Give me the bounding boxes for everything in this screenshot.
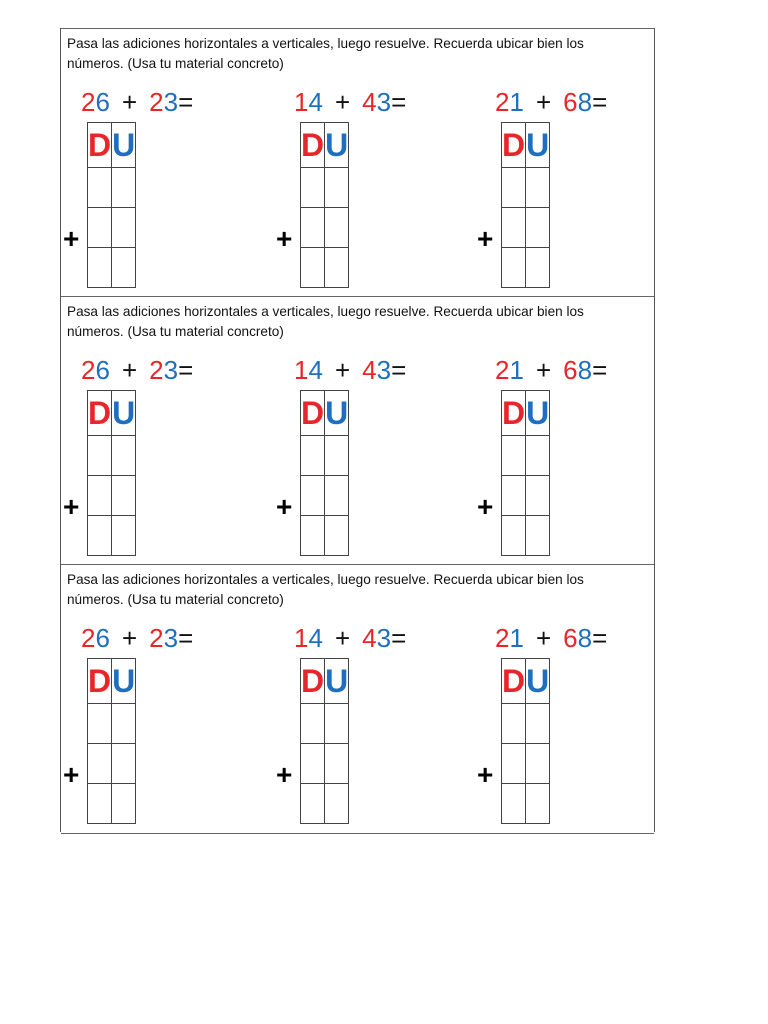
grid-cell[interactable]: [301, 436, 325, 476]
equals-sign: =: [592, 87, 608, 117]
grid-cell[interactable]: [502, 436, 526, 476]
addend1-tens: 1: [294, 355, 309, 385]
addend1-units: 1: [509, 87, 524, 117]
equals-sign: =: [391, 623, 407, 653]
instruction-text: Pasa las adiciones horizontales a verticales, luego resuelve. Recuerda ubicar bien los números. (Usa tu material concreto): [67, 36, 584, 71]
grid-cell[interactable]: [526, 208, 550, 248]
grid-cell[interactable]: [526, 744, 550, 784]
addition-equation: [81, 623, 193, 653]
vertical-plus-sign: +: [63, 223, 80, 254]
vertical-plus-sign: +: [276, 491, 293, 522]
plus-sign: +: [121, 355, 138, 385]
grid-cell[interactable]: [88, 248, 112, 288]
vertical-plus-sign: +: [276, 759, 293, 790]
place-value-grid: [87, 658, 136, 824]
addend1-units: 4: [308, 623, 323, 653]
equals-sign: =: [391, 87, 407, 117]
units-header: U: [325, 659, 349, 704]
grid-cell[interactable]: [301, 248, 325, 288]
addend1-tens: 1: [294, 623, 309, 653]
grid-cell[interactable]: [325, 476, 349, 516]
units-header: U: [526, 659, 550, 704]
grid-cell[interactable]: [88, 704, 112, 744]
plus-sign: +: [334, 355, 351, 385]
addend2-tens: 4: [362, 355, 377, 385]
grid-cell[interactable]: [502, 704, 526, 744]
equals-sign: =: [178, 355, 194, 385]
addend2-units: 3: [163, 623, 179, 653]
tens-header: D: [88, 391, 112, 436]
addition-equation: [294, 87, 406, 117]
grid-cell[interactable]: [301, 784, 325, 824]
addend1-units: 4: [308, 355, 323, 385]
units-header: U: [325, 123, 349, 168]
grid-cell[interactable]: [325, 516, 349, 556]
addend1-tens: 2: [81, 87, 96, 117]
grid-cell[interactable]: [88, 516, 112, 556]
grid-cell[interactable]: [502, 208, 526, 248]
addend1-units: 4: [308, 87, 323, 117]
addend1-units: 6: [95, 355, 110, 385]
addition-equation: [294, 355, 406, 385]
grid-cell[interactable]: [301, 208, 325, 248]
grid-cell[interactable]: [325, 436, 349, 476]
grid-cell[interactable]: [112, 784, 136, 824]
plus-sign: +: [334, 87, 351, 117]
grid-cell[interactable]: [526, 516, 550, 556]
addend1-units: 6: [95, 623, 110, 653]
addend2-tens: 2: [149, 355, 164, 385]
addend2-tens: 6: [563, 87, 578, 117]
place-value-grid: [300, 122, 349, 288]
grid-cell[interactable]: [526, 168, 550, 208]
grid-cell[interactable]: [88, 436, 112, 476]
tens-header: D: [88, 659, 112, 704]
addend2-tens: 6: [563, 623, 578, 653]
instruction-text: Pasa las adiciones horizontales a verticales, luego resuelve. Recuerda ubicar bien los números. (Usa tu material concreto): [67, 304, 584, 339]
addition-equation: [495, 623, 607, 653]
place-value-grid: [300, 658, 349, 824]
vertical-plus-sign: +: [477, 491, 494, 522]
addend1-tens: 2: [495, 87, 510, 117]
exercise-section-3: [61, 564, 654, 834]
grid-cell[interactable]: [502, 248, 526, 288]
addend1-units: 6: [95, 87, 110, 117]
grid-cell[interactable]: [88, 168, 112, 208]
vertical-plus-sign: +: [477, 223, 494, 254]
addition-equation: [294, 623, 406, 653]
tens-header: D: [502, 391, 526, 436]
equals-sign: =: [178, 623, 194, 653]
grid-cell[interactable]: [526, 476, 550, 516]
grid-cell[interactable]: [526, 248, 550, 288]
grid-cell[interactable]: [112, 208, 136, 248]
addition-equation: [81, 355, 193, 385]
grid-cell[interactable]: [112, 516, 136, 556]
addend1-tens: 2: [81, 355, 96, 385]
grid-cell[interactable]: [301, 744, 325, 784]
vertical-plus-sign: +: [477, 759, 494, 790]
addend2-units: 8: [577, 623, 593, 653]
grid-cell[interactable]: [301, 704, 325, 744]
grid-cell[interactable]: [112, 168, 136, 208]
grid-cell[interactable]: [88, 476, 112, 516]
tens-header: D: [502, 123, 526, 168]
plus-sign: +: [121, 623, 138, 653]
plus-sign: +: [535, 87, 552, 117]
exercise-section-2: [61, 296, 654, 565]
addend2-tens: 6: [563, 355, 578, 385]
plus-sign: +: [535, 623, 552, 653]
plus-sign: +: [121, 87, 138, 117]
place-value-grid: [501, 658, 550, 824]
addend2-units: 3: [163, 87, 179, 117]
units-header: U: [112, 391, 136, 436]
grid-cell[interactable]: [502, 784, 526, 824]
addend2-units: 8: [577, 355, 593, 385]
addend2-units: 3: [376, 355, 392, 385]
tens-header: D: [301, 123, 325, 168]
grid-cell[interactable]: [325, 208, 349, 248]
grid-cell[interactable]: [112, 248, 136, 288]
grid-cell[interactable]: [301, 476, 325, 516]
grid-cell[interactable]: [112, 744, 136, 784]
grid-cell[interactable]: [112, 436, 136, 476]
grid-cell[interactable]: [112, 476, 136, 516]
grid-cell[interactable]: [301, 168, 325, 208]
worksheet-sheet: [60, 28, 655, 832]
units-header: U: [526, 123, 550, 168]
grid-cell[interactable]: [526, 784, 550, 824]
equals-sign: =: [178, 87, 194, 117]
addend2-units: 3: [376, 623, 392, 653]
vertical-plus-sign: +: [63, 491, 80, 522]
grid-cell[interactable]: [88, 744, 112, 784]
units-header: U: [112, 659, 136, 704]
grid-cell[interactable]: [502, 516, 526, 556]
addend1-units: 1: [509, 355, 524, 385]
units-header: U: [112, 123, 136, 168]
grid-cell[interactable]: [325, 704, 349, 744]
grid-cell[interactable]: [325, 248, 349, 288]
equals-sign: =: [592, 623, 608, 653]
instruction-text: Pasa las adiciones horizontales a verticales, luego resuelve. Recuerda ubicar bien los números. (Usa tu material concreto): [67, 572, 584, 607]
grid-cell[interactable]: [502, 168, 526, 208]
plus-sign: +: [535, 355, 552, 385]
tens-header: D: [88, 123, 112, 168]
addend1-tens: 2: [495, 623, 510, 653]
equals-sign: =: [592, 355, 608, 385]
addend1-tens: 2: [81, 623, 96, 653]
grid-cell[interactable]: [112, 704, 136, 744]
addend2-tens: 4: [362, 87, 377, 117]
addend2-units: 3: [376, 87, 392, 117]
tens-header: D: [301, 391, 325, 436]
place-value-grid: [87, 390, 136, 556]
addend2-units: 8: [577, 87, 593, 117]
grid-cell[interactable]: [526, 704, 550, 744]
exercise-section-1: [61, 28, 654, 297]
equals-sign: =: [391, 355, 407, 385]
grid-cell[interactable]: [526, 436, 550, 476]
addend1-tens: 2: [495, 355, 510, 385]
grid-cell[interactable]: [502, 476, 526, 516]
addition-equation: [495, 87, 607, 117]
addend2-tens: 4: [362, 623, 377, 653]
grid-cell[interactable]: [325, 168, 349, 208]
units-header: U: [325, 391, 349, 436]
tens-header: D: [502, 659, 526, 704]
vertical-plus-sign: +: [63, 759, 80, 790]
addend2-tens: 2: [149, 87, 164, 117]
place-value-grid: [501, 390, 550, 556]
place-value-grid: [501, 122, 550, 288]
vertical-plus-sign: +: [276, 223, 293, 254]
grid-cell[interactable]: [502, 744, 526, 784]
addition-equation: [495, 355, 607, 385]
tens-header: D: [301, 659, 325, 704]
grid-cell[interactable]: [88, 784, 112, 824]
grid-cell[interactable]: [88, 208, 112, 248]
addend2-tens: 2: [149, 623, 164, 653]
units-header: U: [526, 391, 550, 436]
grid-cell[interactable]: [301, 516, 325, 556]
plus-sign: +: [334, 623, 351, 653]
grid-cell[interactable]: [325, 784, 349, 824]
addend2-units: 3: [163, 355, 179, 385]
addition-equation: [81, 87, 193, 117]
place-value-grid: [300, 390, 349, 556]
place-value-grid: [87, 122, 136, 288]
addend1-units: 1: [509, 623, 524, 653]
addend1-tens: 1: [294, 87, 309, 117]
grid-cell[interactable]: [325, 744, 349, 784]
